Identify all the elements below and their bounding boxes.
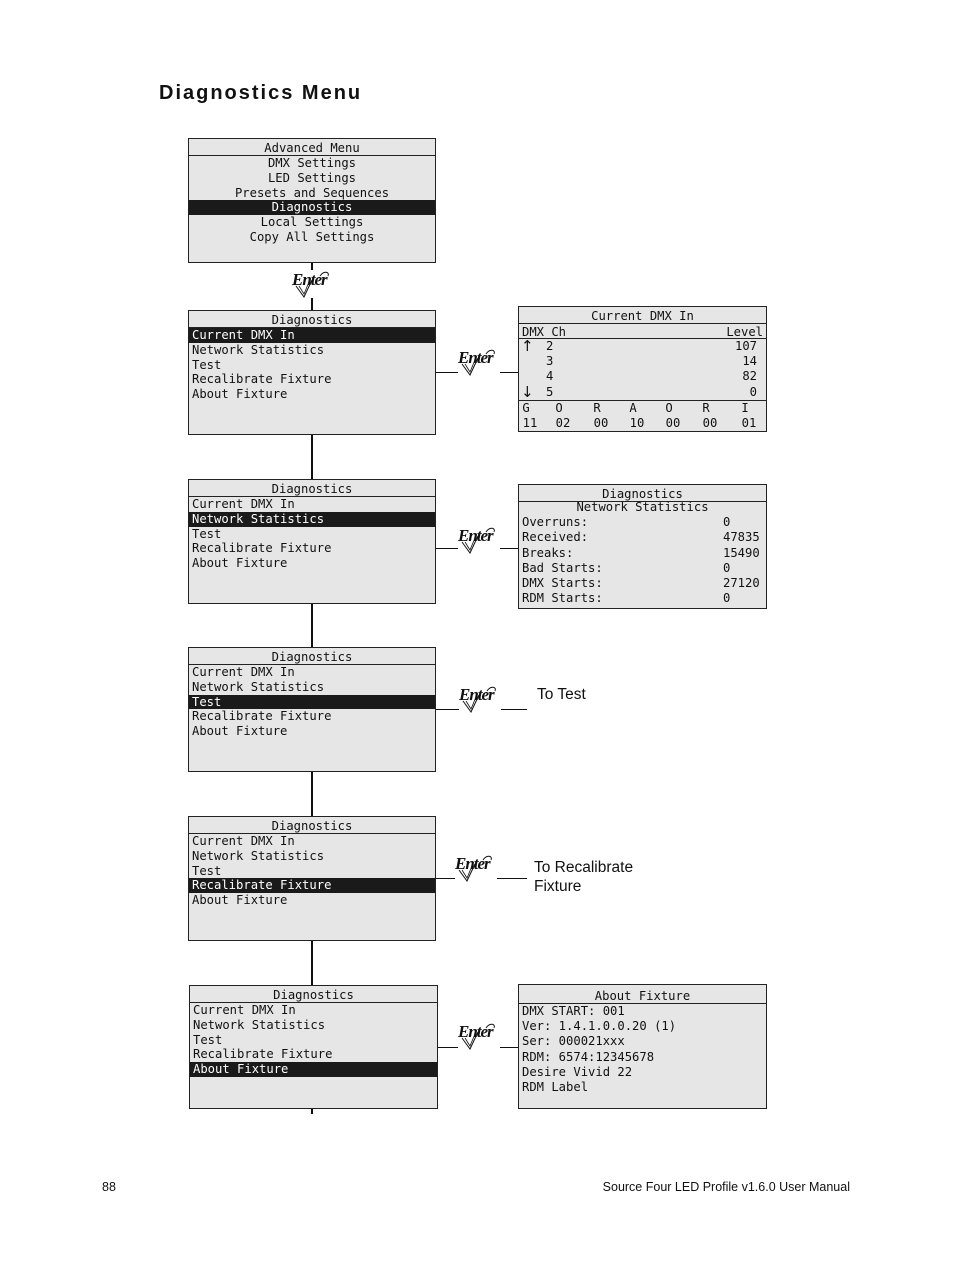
stat-received: Received: 47835 (522, 530, 760, 545)
menu-item-test[interactable]: Test (192, 526, 222, 541)
arrow-down-icon[interactable]: ↓ (521, 382, 534, 401)
menu-item-presets-sequences[interactable]: Presets and Sequences (234, 185, 390, 200)
about-dmx-start: DMX START: 001 (522, 1004, 625, 1018)
menu-item-about-fixture[interactable]: About Fixture (190, 1062, 437, 1077)
enter-icon: Enter (455, 854, 497, 882)
about-fixture-title: About Fixture (519, 985, 766, 1004)
to-recalibrate-note: To Recalibrate Fixture (534, 859, 634, 895)
about-rdm-label: RDM Label (522, 1079, 589, 1094)
menu-item-network-statistics[interactable]: Network Statistics (189, 512, 435, 527)
current-dmx-in-screen (518, 306, 767, 432)
about-version: Ver: 1.4.1.0.0.20 (1) (522, 1019, 677, 1034)
diagnostics-screen-current-dmx (188, 310, 436, 435)
menu-item-recalibrate-fixture[interactable]: Recalibrate Fixture (192, 709, 332, 724)
gorari-values: 11 02 00 10 00 00 01 (522, 415, 757, 430)
advanced-menu-screen (188, 138, 436, 263)
stat-breaks: Breaks: 15490 (522, 545, 760, 560)
network-statistics-title: Diagnostics (519, 485, 766, 502)
dmx-row: 3 14 (546, 354, 757, 369)
menu-item-about-fixture[interactable]: About Fixture (192, 724, 288, 739)
menu-item-network-statistics[interactable]: Network Statistics (192, 342, 325, 357)
enter-icon: Enter (458, 526, 500, 554)
enter-icon: Enter (458, 1022, 500, 1050)
menu-item-diagnostics[interactable]: Diagnostics (189, 200, 435, 215)
current-dmx-in-title: Current DMX In (519, 307, 766, 324)
menu-item-current-dmx-in[interactable]: Current DMX In (192, 665, 295, 679)
enter-icon: Enter (459, 685, 501, 713)
menu-item-about-fixture[interactable]: About Fixture (192, 893, 288, 908)
dmx-channel-header: DMX Ch (522, 325, 567, 339)
diagnostics-screen-test (188, 647, 436, 772)
advanced-menu-title: Advanced Menu (189, 139, 435, 156)
diagnostics-screen-recalibrate (188, 816, 436, 941)
menu-item-led-settings[interactable]: LED Settings (267, 170, 357, 185)
diagnostics-title: Diagnostics (189, 817, 435, 834)
dmx-row: ↓ 5 0 (521, 382, 757, 401)
about-fixture-screen (518, 984, 767, 1109)
menu-item-test[interactable]: Test (189, 695, 435, 710)
menu-item-recalibrate-fixture[interactable]: Recalibrate Fixture (192, 541, 332, 556)
menu-item-test[interactable]: Test (192, 863, 222, 878)
menu-item-about-fixture[interactable]: About Fixture (192, 387, 288, 402)
dmx-level-header: Level (726, 325, 763, 339)
dmx-row: ↑ 2 107 (521, 337, 757, 355)
menu-item-recalibrate-fixture[interactable]: Recalibrate Fixture (192, 372, 332, 387)
page-number: 88 (102, 1180, 116, 1194)
diagnostics-screen-about-fixture (189, 985, 438, 1109)
menu-item-copy-all-settings[interactable]: Copy All Settings (249, 229, 375, 244)
about-model: Desire Vivid 22 (522, 1064, 633, 1079)
diagnostics-title: Diagnostics (190, 986, 437, 1003)
menu-item-network-statistics[interactable]: Network Statistics (192, 679, 325, 694)
stat-rdm-starts: RDM Starts: 0 (522, 591, 731, 606)
dmx-column-headers (519, 324, 766, 339)
menu-item-test[interactable]: Test (193, 1032, 223, 1047)
arrow-up-icon[interactable]: ↑ (521, 337, 534, 355)
menu-item-network-statistics[interactable]: Network Statistics (192, 848, 325, 863)
page-title: Diagnostics Menu (159, 82, 363, 104)
stat-overruns: Overruns: 0 (522, 515, 731, 529)
diagnostics-title: Diagnostics (189, 648, 435, 665)
menu-item-local-settings[interactable]: Local Settings (260, 215, 364, 230)
connector-line (311, 1109, 313, 1114)
menu-item-network-statistics[interactable]: Network Statistics (193, 1017, 326, 1032)
network-statistics-subtitle: Network Statistics (576, 502, 709, 514)
menu-item-test[interactable]: Test (192, 357, 222, 372)
menu-item-current-dmx-in[interactable]: Current DMX In (189, 328, 435, 343)
diagnostics-screen-network-statistics (188, 479, 436, 604)
about-serial: Ser: 000021xxx (522, 1034, 625, 1049)
menu-item-about-fixture[interactable]: About Fixture (192, 556, 288, 571)
about-rdm: RDM: 6574:12345678 (522, 1049, 655, 1064)
menu-item-current-dmx-in[interactable]: Current DMX In (192, 834, 295, 848)
gorari-headers: G O R A O R I (519, 400, 766, 416)
connector-line (311, 604, 313, 647)
stat-bad-starts: Bad Starts: 0 (522, 560, 731, 575)
connector-line (311, 435, 313, 479)
to-test-note: To Test (537, 686, 586, 703)
diagnostics-title: Diagnostics (189, 311, 435, 328)
stat-dmx-starts: DMX Starts: 27120 (522, 576, 760, 591)
enter-icon: Enter (458, 348, 500, 376)
enter-icon: Enter (292, 270, 334, 298)
menu-item-current-dmx-in[interactable]: Current DMX In (193, 1003, 296, 1017)
dmx-row: 4 82 (546, 369, 757, 384)
network-statistics-screen (518, 484, 767, 609)
connector-line (311, 772, 313, 816)
menu-item-recalibrate-fixture[interactable]: Recalibrate Fixture (189, 878, 435, 893)
menu-item-current-dmx-in[interactable]: Current DMX In (192, 497, 295, 511)
diagnostics-title: Diagnostics (189, 480, 435, 497)
manual-title: Source Four LED Profile v1.6.0 User Manual (602, 1180, 850, 1194)
menu-item-dmx-settings[interactable]: DMX Settings (267, 156, 357, 170)
connector-line (311, 941, 313, 985)
menu-item-recalibrate-fixture[interactable]: Recalibrate Fixture (193, 1047, 333, 1062)
